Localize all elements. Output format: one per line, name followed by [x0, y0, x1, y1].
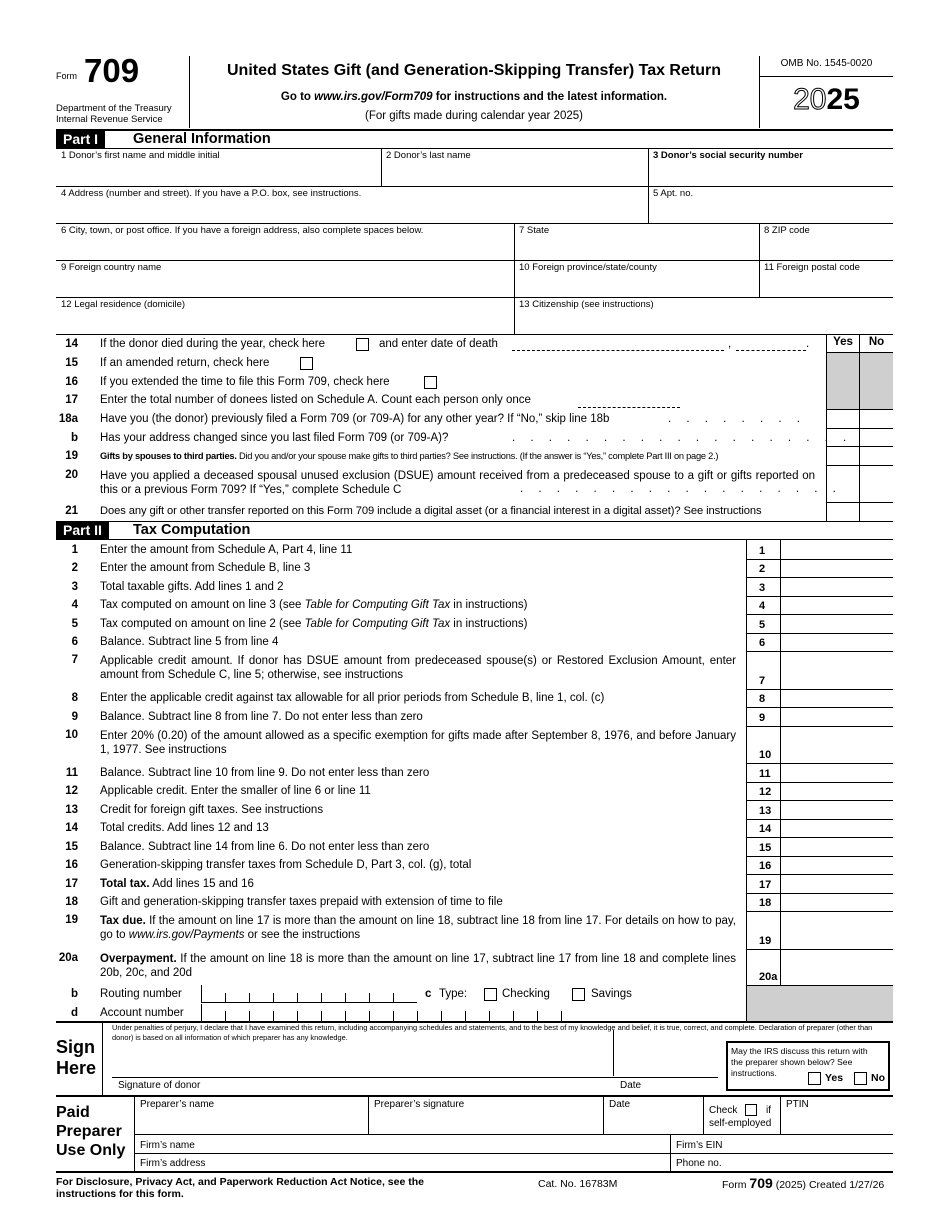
dept-treasury: Department of the Treasury — [56, 103, 172, 114]
line-20-text: Have you applied a deceased spousal unused exclusion (DSUE) amount received from a predeceased spouse to a gift or gifts reported on this or a previous Form 709? If “Yes,” complete Schedule C — [100, 470, 815, 496]
field-1-label: 1 Donor’s first name and middle initial — [61, 150, 220, 161]
city-input[interactable] — [57, 237, 513, 259]
line-15-text: If an amended return, check here — [100, 357, 270, 369]
calendar-year-note: (For gifts made during calendar year 2025) — [365, 110, 583, 122]
tax-line-number: 2 — [71, 562, 78, 574]
tax-line-box-number: 10 — [759, 749, 772, 761]
tax-line-text: Enter the applicable credit against tax allowable for all prior periods from Schedule B, line 1, col. (c) — [100, 692, 605, 704]
routing-number-input[interactable] — [201, 985, 417, 1003]
account-digit-divider — [273, 1011, 274, 1021]
yes-header: Yes — [833, 336, 853, 348]
form-word: Form — [56, 71, 77, 81]
routing-digit-divider — [297, 993, 298, 1003]
tax-line-number: 17 — [65, 878, 78, 890]
tax-line-number: 10 — [65, 729, 78, 741]
routing-digit-divider — [273, 993, 274, 1003]
shaded-cell — [827, 353, 859, 409]
tax-line-box-number: 9 — [759, 712, 766, 724]
address-input[interactable] — [57, 200, 647, 222]
line-20c-number: c — [425, 988, 432, 1000]
firm-name-input[interactable] — [195, 1136, 669, 1152]
tax-line-number: 8 — [71, 692, 78, 704]
amended-return-checkbox[interactable] — [300, 357, 313, 370]
tax-line-amount-input[interactable] — [781, 857, 893, 874]
line-16-text: If you extended the time to file this Form 709, check here — [100, 376, 390, 388]
firm-address-input[interactable] — [210, 1154, 669, 1170]
legal-residence-input[interactable] — [57, 311, 513, 333]
first-name-input[interactable] — [57, 163, 380, 185]
tax-line-text: Overpayment. If the amount on line 18 is more than the amount on line 17, subtract line 17 from line 18 and complete lines 20b, 20c, and 20d — [100, 953, 736, 979]
zip-input[interactable] — [760, 237, 893, 259]
tax-line-box-number: 13 — [759, 805, 772, 817]
preparer-name-label: Preparer’s name — [140, 1099, 215, 1110]
line-20d-number: d — [70, 1007, 78, 1019]
preparer-signature-label: Preparer’s signature — [374, 1099, 465, 1110]
account-digit-divider — [441, 1011, 442, 1021]
tax-line-number: 19 — [65, 914, 78, 926]
part2-title: Tax Computation — [133, 522, 251, 538]
tax-line-text: Total taxable gifts. Add lines 1 and 2 — [100, 581, 284, 593]
sign-date-field[interactable] — [614, 1048, 718, 1076]
tax-line-text: Enter 20% (0.20) of the amount allowed as a specific exemption for gifts made after September 8, 1976, and before January 1, 1977. See instructions — [100, 730, 736, 756]
firm-name-label: Firm’s name — [140, 1140, 195, 1151]
form-709-page: Form 709 Department of the Treasury Internal Revenue Service United States Gift (and Generation-Skipping Transfer) Tax Return Go to www.irs.gov/Form709 for instructions and the latest information. (For gifts made during calendar year 2025) OMB No. 1545-0020 2025 Part I General Information 1 Donor’s first name and middle initial 2 Donor’s last name 3 Donor’s social security number 4 Address (number and street). If you have a P.O. box, see instructions. 5 Apt. no. 6 City, town, or post office. If you have a foreign address, also complete spaces below. 7 State 8 ZIP code 9 Foreign country name 10 Foreign province/state/county 11 Foreign postal code 12 Legal residence (domicile) 13 Citizenship (see instructions) Yes No 14 If the donor died during the year, check here and enter date of death , . 15 If an amended return, check here 16 If you extended the time to file this Form 709, check here 17 Enter the total number of donees listed on Schedule A. Count each person only once 18a Have you (the donor) previously filed a Form 709 (or 709-A) for any other year? If “No,” skip line 18b . . . . . . . . b Has your address changed since you last filed Form 709 (or 709-A)? . . . . . . . . . . . . . . . . . . . 19 Gifts by spouses to third parties. Did you and/or your spouse make gifts to third parties? See instructions. (If the answer is “Yes,” complete Part III on page 2.) 20 Have you applied a deceased spousal unused exclusion (DSUE) amount received from a predeceased spouse to a gift or gifts reported on this or a previous Form 709? If “Yes,” complete Schedule C . . . . . . . . . . . . . . . . . . 21 Does any gift or other transfer reported on this Form 709 include a digital asset (or a financial interest in a digital asset)? See instructions Part II Tax Computation 1 Enter the amount from Schedule A, Part 4, line 11 1 2 Enter the amount from Schedule B, line 3 2 3 Total taxable gifts. Add lines 1 and 2 3 4 Tax computed on amount on line 3 (see Table for Computing Gift Tax in instructions) 4 5 Tax computed on amount on line 2 (see Table for Computing Gift Tax in instructions) 5 6 Balance. Subtract line 5 from line 4 6 7 Applicable credit amount. If donor has DSUE amount from predeceased spouse(s) or Restored Exclusion Amount, enter amount from Schedule C, line 5; otherwise, see instructions 7 8 Enter the applicable credit against tax allowable for all prior periods from Schedule B, line 1, col. (c) 8 9 Balance. Subtract line 8 from line 7. Do not enter less than zero 9 10 Enter 20% (0.20) of the amount allowed as a specific exemption for gifts made after September 8, 1976, and before January 1, 1977. See instructions 10 11 Balance. Subtract line 10 from line 9. Do not enter less than zero 11 12 Applicable credit. Enter the smaller of line 6 or line 11 12 13 Credit for foreign gift taxes. See instructions 13 14 Total credits. Add lines 12 and 13 14 15 Balance. Subtract line 14 from line 6. Do not enter less than zero 15 16 Generation-skipping transfer taxes from Schedule D, Part 3, col. (g), total 16 17 Total tax. Add lines 15 and 16 17 18 Gift and generation-skipping transfer taxes prepaid with extension of time to file 18 19 Tax due. If the amount on line 17 is more than the amount on line 18, subtract line 18 from line 17. For details on how to pay, go to www.irs.gov/Payments or see the instructions 19 20a Overpayment. If the amount on line 18 is more than the amount on line 17, subtract line 17 from line 18 and complete lines 20b, 20c, and 20d 20a b Routing number c Type: Checking Savings d Account number Sign Here Under penalties of perjury, I declare that I have examined this return, including accompanying schedules and statements, and to the best of my knowledge and belief, it is true, correct, and complete. Declaration of preparer (other than donor) is based on all information of which preparer has any knowledge. Signature of donor Date May the IRS discuss this return with the preparer shown below? See instructions. Yes No Paid Preparer Use Only Preparer’s name Preparer’s signature Date Check if self-employed PTIN Firm’s name Firm’s EIN Firm’s address Phone no. For Disclosure, Privacy Act, and Paperwork Reduction Act Notice, see the instructions for this form. Cat. No. 16783M Form 709 (2025) Created 1/27/26 — [0, 0, 948, 1227]
tax-line-amount-input[interactable] — [781, 597, 893, 614]
line-19-number: 19 — [65, 450, 78, 462]
tax-line-box-number: 18 — [759, 897, 772, 909]
tax-line-amount-input[interactable] — [781, 950, 893, 985]
tax-line-box-number: 1 — [759, 545, 766, 557]
footer-form-id: Form 709 (2025) Created 1/27/26 — [722, 1175, 885, 1191]
tax-line-amount-input[interactable] — [781, 541, 893, 559]
line-15-number: 15 — [65, 357, 78, 369]
discuss-no-label: No — [871, 1072, 885, 1084]
tax-line-box-number: 12 — [759, 786, 772, 798]
date-of-death-field[interactable] — [512, 350, 724, 351]
tax-line-text: Balance. Subtract line 10 from line 9. Do not enter less than zero — [100, 767, 430, 779]
donee-count-field[interactable] — [578, 407, 680, 408]
tax-line-text: Balance. Subtract line 5 from line 4 — [100, 636, 279, 648]
tax-line-number: 5 — [71, 618, 78, 630]
ptin-input[interactable] — [781, 1110, 893, 1134]
citizenship-input[interactable] — [515, 311, 893, 333]
tax-line-box-number: 19 — [759, 935, 772, 947]
tax-line-text: Applicable credit. Enter the smaller of line 6 or line 11 — [100, 785, 371, 797]
tax-line-box-number: 5 — [759, 619, 766, 631]
tax-line-text: Enter the amount from Schedule B, line 3 — [100, 562, 311, 574]
check-label: Check — [709, 1105, 738, 1116]
checking-checkbox[interactable] — [484, 988, 497, 1001]
shaded-cell — [747, 985, 893, 1021]
no-header: No — [868, 336, 885, 348]
routing-digit-divider — [369, 993, 370, 1003]
tax-line-amount-input[interactable] — [781, 560, 893, 577]
line-21-yes[interactable] — [827, 503, 859, 520]
account-number-input[interactable] — [201, 1004, 581, 1021]
last-name-input[interactable] — [382, 163, 647, 185]
routing-digit-divider — [393, 993, 394, 1003]
field-8-label: 8 ZIP code — [764, 225, 810, 236]
tax-line-amount-input[interactable] — [781, 615, 893, 633]
field-12-label: 12 Legal residence (domicile) — [61, 299, 186, 310]
line-20-number: 20 — [65, 469, 78, 481]
donor-died-checkbox[interactable] — [356, 338, 369, 351]
tax-line-amount-input[interactable] — [781, 894, 893, 911]
tax-line-box-number: 6 — [759, 637, 766, 649]
if-label: if — [766, 1105, 771, 1116]
part1-label: Part I — [56, 131, 105, 148]
tax-line-number: 12 — [65, 785, 78, 797]
line-21-no[interactable] — [860, 503, 893, 520]
tax-line-number: 20a — [58, 952, 78, 964]
line-14-comma: , — [728, 338, 732, 350]
sign-here-title: Sign Here — [56, 1037, 97, 1078]
apt-input[interactable] — [649, 200, 893, 222]
tax-line-box-number: 20a — [759, 971, 778, 983]
routing-digit-divider — [321, 993, 322, 1003]
line-21-text: Does any gift or other transfer reported on this Form 709 include a digital asset (or a financial interest in a digital asset)? See instructions — [100, 505, 762, 517]
form-title: United States Gift (and Generation-Skipping Transfer) Tax Return — [227, 62, 721, 79]
phone-input[interactable] — [730, 1154, 893, 1170]
line-17-number: 17 — [65, 394, 78, 406]
privacy-notice: For Disclosure, Privacy Act, and Paperwork Reduction Act Notice, see the instructions for this form. — [56, 1176, 424, 1200]
tax-line-number: 11 — [65, 767, 78, 779]
tax-line-text: Total tax. Add lines 15 and 16 — [100, 878, 254, 890]
routing-digit-divider — [249, 993, 250, 1003]
preparer-date-label: Date — [609, 1099, 631, 1110]
tax-line-text: Credit for foreign gift taxes. See instructions — [100, 804, 324, 816]
field-11-label: 11 Foreign postal code — [764, 262, 860, 273]
tax-line-amount-input[interactable] — [781, 875, 893, 893]
form-number: 709 — [84, 52, 140, 89]
routing-digit-divider — [225, 993, 226, 1003]
tax-line-box-number: 3 — [759, 582, 766, 594]
field-10-label: 10 Foreign province/state/county — [519, 262, 657, 273]
line-18a-text: Have you (the donor) previously filed a Form 709 (or 709-A) for any other year? If “No,” skip line 18b — [100, 413, 610, 425]
tax-line-box-number: 11 — [759, 768, 771, 780]
routing-digit-divider — [345, 993, 346, 1003]
foreign-postal-input[interactable] — [760, 274, 893, 296]
line-20d-text: Account number — [100, 1007, 184, 1019]
tax-line-box-number: 17 — [759, 879, 772, 891]
part2-label: Part II — [56, 522, 109, 539]
preparer-signature-input[interactable] — [369, 1110, 602, 1134]
tax-line-amount-input[interactable] — [781, 652, 893, 689]
tax-line-number: 1 — [71, 544, 78, 556]
tax-line-number: 6 — [71, 636, 78, 648]
catalog-number: Cat. No. 16783M — [538, 1178, 618, 1190]
tax-line-box-number: 15 — [759, 842, 772, 854]
donor-signature-field[interactable] — [112, 1048, 612, 1076]
field-3-label: 3 Donor’s social security number — [653, 150, 803, 161]
line-20b-number: b — [70, 988, 78, 1000]
line-20c-text: Type: — [439, 988, 468, 1000]
account-digit-divider — [489, 1011, 490, 1021]
tax-line-amount-input[interactable] — [781, 801, 893, 819]
preparer-date-input[interactable] — [604, 1110, 702, 1134]
omb-number: OMB No. 1545-0020 — [780, 58, 873, 69]
self-employed-checkbox[interactable] — [745, 1104, 757, 1116]
self-employed-label: self-employed — [709, 1118, 772, 1129]
tax-line-text: Gift and generation-skipping transfer taxes prepaid with extension of time to file — [100, 896, 503, 908]
tax-line-amount-input[interactable] — [781, 764, 893, 782]
ssn-input[interactable] — [649, 163, 893, 185]
part1-title: General Information — [133, 131, 271, 147]
line-18b-text: Has your address changed since you last filed Form 709 (or 709-A)? — [100, 432, 449, 444]
signature-label: Signature of donor — [118, 1080, 201, 1091]
preparer-name-input[interactable] — [135, 1110, 367, 1134]
account-digit-divider — [465, 1011, 466, 1021]
tax-line-amount-input[interactable] — [781, 634, 893, 651]
line-21-number: 21 — [65, 505, 78, 517]
line-14-period: . — [806, 338, 810, 350]
account-digit-divider — [225, 1011, 226, 1021]
tax-line-box-number: 7 — [759, 675, 766, 687]
tax-line-text: Tax computed on amount on line 2 (see Table for Computing Gift Tax in instructions) — [100, 618, 528, 630]
death-year-field[interactable] — [736, 350, 806, 351]
line-14-date-text: and enter date of death — [379, 338, 498, 350]
goto-line: Go to www.irs.gov/Form709 for instructions and the latest information. — [280, 91, 668, 103]
tax-line-amount-input[interactable] — [781, 578, 893, 596]
tax-line-box-number: 14 — [759, 823, 772, 835]
irs-name: Internal Revenue Service — [56, 114, 163, 125]
line-18a-yes[interactable] — [827, 410, 859, 427]
tax-line-box-number: 2 — [759, 563, 766, 575]
tax-line-number: 9 — [71, 711, 78, 723]
shaded-cell — [860, 353, 893, 409]
checking-label: Checking — [502, 988, 550, 1000]
account-digit-divider — [513, 1011, 514, 1021]
account-digit-divider — [321, 1011, 322, 1021]
phone-label: Phone no. — [676, 1158, 722, 1169]
tax-line-number: 15 — [65, 841, 78, 853]
account-digit-divider — [297, 1011, 298, 1021]
tax-line-text: Balance. Subtract line 8 from line 7. Do not enter less than zero — [100, 711, 423, 723]
tax-line-amount-input[interactable] — [781, 783, 893, 800]
tax-line-number: 4 — [71, 599, 78, 611]
paid-preparer-title: Paid Preparer Use Only — [56, 1104, 126, 1159]
tax-line-text: Applicable credit amount. If donor has DSUE amount from predeceased spouse(s) or Restored Exclusion Amount, enter amount from Schedule C, line 5; otherwise, see instructions — [100, 655, 736, 681]
line-20-no[interactable] — [860, 466, 893, 501]
foreign-country-input[interactable] — [57, 274, 513, 296]
line-17-text: Enter the total number of donees listed on Schedule A. Count each person only once — [100, 394, 531, 406]
line-20b-text: Routing number — [100, 988, 182, 1000]
firm-ein-input[interactable] — [730, 1136, 893, 1152]
account-digit-divider — [345, 1011, 346, 1021]
account-digit-divider — [369, 1011, 370, 1021]
savings-label: Savings — [591, 988, 632, 1000]
line-14-text: If the donor died during the year, check here — [100, 338, 326, 350]
perjury-statement: Under penalties of perjury, I declare that I have examined this return, including accompanying schedules and statements, and to the best of my knowledge and belief, it is true, correct, and complete. Declaration of preparer (other than donor) is based on all information of which preparer has any knowledge. — [112, 1023, 873, 1042]
tax-line-amount-input[interactable] — [781, 820, 893, 837]
tax-line-text: Total credits. Add lines 12 and 13 — [100, 822, 269, 834]
discuss-yes-label: Yes — [825, 1072, 844, 1084]
tax-line-text: Enter the amount from Schedule A, Part 4, line 11 — [100, 544, 353, 556]
account-digit-divider — [249, 1011, 250, 1021]
line-19-yes[interactable] — [827, 447, 859, 464]
account-digit-divider — [417, 1011, 418, 1021]
tax-line-amount-input[interactable] — [781, 708, 893, 726]
tax-line-text: Tax due. If the amount on line 17 is more than the amount on line 18, subtract line 18 from line 17. For details on how to pay, go to www.irs.gov/Payments or see the instructions — [100, 915, 736, 941]
tax-line-text: Generation-skipping transfer taxes from Schedule D, Part 3, col. (g), total — [100, 859, 472, 871]
irs-discuss-text: May the IRS discuss this return with the preparer shown below? See instructions. — [731, 1046, 868, 1078]
field-2-label: 2 Donor’s last name — [386, 150, 471, 161]
firm-address-label: Firm’s address — [140, 1158, 206, 1169]
tax-line-number: 13 — [65, 804, 78, 816]
tax-line-text: Balance. Subtract line 14 from line 6. Do not enter less than zero — [100, 841, 430, 853]
discuss-yes-checkbox[interactable] — [808, 1072, 821, 1085]
account-digit-divider — [561, 1011, 562, 1021]
account-digit-divider — [393, 1011, 394, 1021]
foreign-province-input[interactable] — [515, 274, 758, 296]
tax-line-box-number: 8 — [759, 693, 766, 705]
firm-ein-label: Firm’s EIN — [676, 1140, 723, 1151]
tax-line-number: 18 — [65, 896, 78, 908]
line-19-text: Gifts by spouses to third parties. Did you and/or your spouse make gifts to third parties? See instructions. (If the answer is “Yes,” complete Part III on page 2.) — [100, 451, 719, 461]
tax-line-number: 14 — [65, 822, 78, 834]
state-input[interactable] — [515, 237, 758, 259]
line-18a-no[interactable] — [860, 410, 893, 427]
tax-line-amount-input[interactable] — [781, 912, 893, 949]
tax-line-number: 3 — [71, 581, 78, 593]
field-7-label: 7 State — [519, 225, 550, 236]
form709-link[interactable]: www.irs.gov/Form709 — [314, 91, 433, 103]
field-4-label: 4 Address (number and street). If you have a P.O. box, see instructions. — [61, 188, 362, 199]
field-5-label: 5 Apt. no. — [653, 188, 694, 199]
discuss-no-checkbox[interactable] — [854, 1072, 867, 1085]
line-16-number: 16 — [65, 376, 78, 388]
tax-line-number: 7 — [71, 654, 78, 666]
sign-date-label: Date — [620, 1080, 642, 1091]
tax-line-box-number: 16 — [759, 860, 772, 872]
tax-line-box-number: 4 — [759, 600, 766, 612]
line-18b-no[interactable] — [860, 429, 893, 445]
tax-line-amount-input[interactable] — [781, 727, 893, 763]
tax-line-amount-input[interactable] — [781, 838, 893, 856]
tax-line-text: Tax computed on amount on line 3 (see Table for Computing Gift Tax in instructions) — [100, 599, 528, 611]
line-19-no[interactable] — [860, 447, 893, 464]
savings-checkbox[interactable] — [572, 988, 585, 1001]
field-9-label: 9 Foreign country name — [61, 262, 162, 273]
tax-year: 2025 — [793, 83, 860, 116]
line-18b-number: b — [70, 432, 78, 444]
ptin-label: PTIN — [786, 1099, 809, 1110]
line-18a-number: 18a — [58, 413, 78, 425]
tax-line-number: 16 — [65, 859, 78, 871]
account-digit-divider — [537, 1011, 538, 1021]
field-6-label: 6 City, town, or post office. If you have a foreign address, also complete spaces below. — [61, 225, 424, 236]
row-divider — [746, 985, 893, 986]
line-14-number: 14 — [65, 338, 78, 350]
field-13-label: 13 Citizenship (see instructions) — [519, 299, 654, 310]
extended-time-checkbox[interactable] — [424, 376, 437, 389]
tax-line-amount-input[interactable] — [781, 690, 893, 707]
